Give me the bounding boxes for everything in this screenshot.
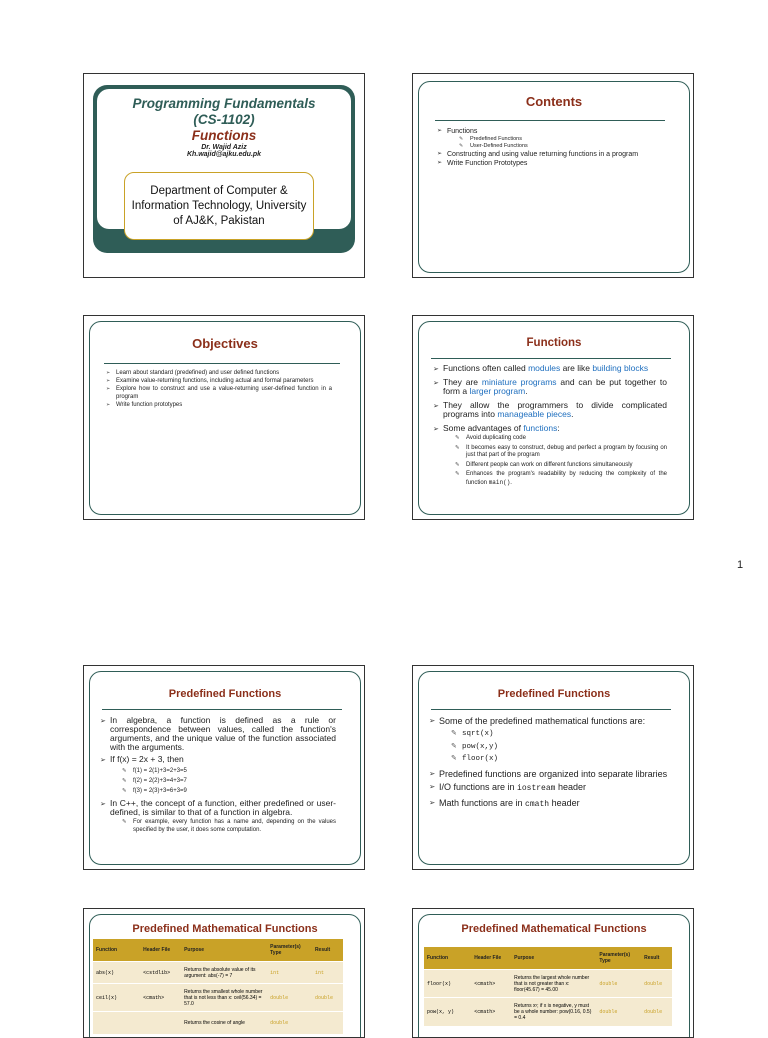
list-item bbox=[433, 401, 667, 420]
sub-list bbox=[110, 766, 336, 796]
text: are like bbox=[560, 363, 593, 373]
text: header bbox=[555, 781, 586, 792]
list-item bbox=[100, 799, 336, 834]
author-name: Dr. Wajid Aziz bbox=[201, 144, 247, 151]
text: : bbox=[557, 422, 560, 433]
table-cell: <cmath> bbox=[140, 984, 181, 1012]
list-item bbox=[429, 716, 673, 766]
table-cell: int bbox=[267, 962, 312, 984]
sub-list bbox=[110, 819, 336, 834]
sub-item: ✎ f(2) = 2(2)+3=4+3=7 bbox=[122, 776, 336, 786]
text: I/O functions are in bbox=[439, 781, 518, 792]
table-cell: ceil(x) bbox=[93, 984, 140, 1012]
slide-title: Predefined Functions bbox=[497, 688, 611, 700]
table-cell bbox=[140, 1012, 181, 1034]
author-email: Kh.wajid@ajku.edu.pk bbox=[186, 151, 262, 158]
table-cell bbox=[312, 1012, 343, 1034]
table-cell: Returns the largest whole number that is not greater than x: floor(45.67) = 45.00 bbox=[511, 970, 596, 998]
list-item: ➢ Explore how to construct and use a value-returning user-defined function in a program bbox=[106, 385, 332, 401]
highlight: functions bbox=[523, 422, 558, 433]
list-item: ➢ Examine value-returning functions, including actual and formal parameters bbox=[106, 377, 332, 385]
sub-item: ✎ Different people can work on different functions simultaneously bbox=[455, 462, 667, 470]
slide-title: Predefined Mathematical Functions bbox=[461, 923, 647, 935]
predefined-list bbox=[100, 716, 336, 834]
table-cell: double bbox=[596, 998, 641, 1026]
list-item: ➢ Write Function Prototypes bbox=[437, 159, 661, 168]
functions-list bbox=[433, 364, 667, 487]
course-title bbox=[97, 96, 351, 128]
list-item bbox=[433, 424, 667, 488]
table-cell: pow(x, y) bbox=[424, 998, 471, 1026]
table-cell: double bbox=[641, 970, 672, 998]
list-item: ➢ Predefined functions are organized into separate libraries bbox=[429, 769, 673, 779]
table-cell: int bbox=[312, 962, 343, 984]
sub-item: ✎ pow(x,y) bbox=[451, 741, 673, 754]
table-cell: double bbox=[312, 984, 343, 1012]
department-box bbox=[124, 172, 314, 240]
slide-title: Predefined Mathematical Functions bbox=[132, 923, 318, 935]
code: main() bbox=[488, 478, 511, 486]
predefined-list bbox=[429, 716, 673, 810]
list-item bbox=[437, 127, 661, 150]
table-cell: floor(x) bbox=[424, 970, 471, 998]
sub-list bbox=[443, 435, 667, 487]
column-header: Header File bbox=[140, 939, 181, 962]
text: Math functions are in bbox=[439, 797, 526, 808]
sub-list bbox=[439, 728, 673, 766]
title-rule bbox=[431, 358, 671, 359]
slide-functions bbox=[412, 315, 694, 520]
text: and can be put together to form a bbox=[443, 376, 668, 396]
page-number: 1 bbox=[737, 559, 744, 571]
sub-item bbox=[455, 471, 667, 487]
table-cell: <cstdlib> bbox=[140, 962, 181, 984]
slide-title: Functions bbox=[526, 337, 582, 349]
table-cell: <cmath> bbox=[471, 970, 511, 998]
slide-math-functions-2 bbox=[412, 908, 694, 1038]
text: . bbox=[510, 479, 512, 486]
sub-item: ✎ sqrt(x) bbox=[451, 728, 673, 741]
sub-item: ✎ For example, every function has a name and, depending on the values specified by the user, it does some computation. bbox=[122, 819, 336, 834]
item-text: Functions bbox=[447, 128, 478, 135]
highlight: miniature programs bbox=[481, 376, 557, 387]
table-cell: double bbox=[641, 998, 672, 1026]
slide-frame bbox=[418, 81, 690, 273]
highlight: manageable pieces bbox=[497, 409, 572, 419]
text: . bbox=[525, 386, 528, 396]
text: . bbox=[571, 409, 574, 419]
highlight: building blocks bbox=[592, 363, 649, 373]
list-item: ➢ Learn about standard (predefined) and user defined functions bbox=[106, 369, 332, 377]
math-functions-table bbox=[93, 939, 343, 1034]
table-cell: Returns the cosine of angle bbox=[181, 1012, 267, 1034]
list-item bbox=[429, 798, 673, 810]
text: Enhances the program's readability by reducing the complexity of the function bbox=[466, 471, 667, 486]
column-header: Purpose bbox=[511, 947, 596, 970]
list-item bbox=[433, 364, 667, 374]
code: iostream bbox=[517, 783, 556, 793]
slide-title: Objectives bbox=[192, 336, 258, 351]
table-cell: Returns xʸ; if x is negative, y must be a whole number: pow(0.16, 0.5) = 0.4 bbox=[511, 998, 596, 1026]
sub-item: ✎ f(3) = 2(3)+3=6+3=9 bbox=[122, 786, 336, 796]
table-header-row bbox=[424, 947, 672, 970]
list-item bbox=[433, 378, 667, 397]
slide-predefined-2 bbox=[412, 665, 694, 870]
slide-objectives bbox=[83, 315, 365, 520]
sub-item: ✎ User-Defined Functions bbox=[459, 143, 661, 150]
sub-list bbox=[447, 136, 661, 150]
table-cell: Returns the smallest whole number that is not less than x: ceil(56.34) = 57.0 bbox=[181, 984, 267, 1012]
table-row bbox=[93, 1012, 343, 1034]
course-title-line1: Programming Fundamentals bbox=[132, 96, 316, 111]
sub-item: ✎ Predefined Functions bbox=[459, 136, 661, 143]
table-row bbox=[424, 998, 672, 1026]
text: Some of the predefined mathematical functions are: bbox=[439, 716, 646, 726]
list-item: ➢ Write function prototypes bbox=[106, 401, 332, 409]
contents-list bbox=[437, 127, 661, 168]
slide-title bbox=[83, 73, 365, 278]
table-cell: double bbox=[596, 970, 641, 998]
text: header bbox=[549, 797, 580, 808]
table-row bbox=[93, 962, 343, 984]
code: cmath bbox=[525, 799, 550, 809]
table-cell: <cmath> bbox=[471, 998, 511, 1026]
title-rule bbox=[435, 120, 665, 121]
column-header: Purpose bbox=[181, 939, 267, 962]
column-header: Header File bbox=[471, 947, 511, 970]
text: Functions often called bbox=[443, 363, 529, 373]
table-cell: Returns the absolute value of its argument: abs(-7) = 7 bbox=[181, 962, 267, 984]
column-header: Parameter(s) Type bbox=[267, 939, 312, 962]
slide-predefined-1 bbox=[83, 665, 365, 870]
title-rule bbox=[102, 709, 342, 710]
department-text: Department of Computer & Information Technology, University of AJ&K, Pakistan bbox=[131, 184, 307, 227]
math-functions-table bbox=[424, 947, 672, 1026]
list-item: ➢ In algebra, a function is defined as a rule or correspondence between values, called the function's arguments, and the unique value of the function associated with the arguments. bbox=[100, 716, 336, 752]
text: In C++, the concept of a function, either predefined or user-defined, is similar to that of a function in algebra. bbox=[110, 798, 336, 817]
column-header: Function bbox=[424, 947, 471, 970]
table-cell: double bbox=[267, 1012, 312, 1034]
text: Some advantages of bbox=[443, 422, 524, 433]
list-item: ➢ Constructing and using value returning functions in a program bbox=[437, 150, 661, 159]
column-header: Result bbox=[641, 947, 672, 970]
text: They are bbox=[443, 376, 482, 387]
objectives-list bbox=[106, 369, 332, 409]
title-rule bbox=[431, 709, 671, 710]
highlight: modules bbox=[528, 363, 561, 373]
lecture-subtitle: Functions bbox=[191, 128, 257, 143]
column-header: Function bbox=[93, 939, 140, 962]
table-row bbox=[93, 984, 343, 1012]
sub-item: ✎ f(1) = 2(1)+3=2+3=5 bbox=[122, 766, 336, 776]
text: They allow the programmers to divide complicated programs into bbox=[443, 399, 667, 419]
table-cell bbox=[93, 1012, 140, 1034]
column-header: Parameter(s) Type bbox=[596, 947, 641, 970]
sub-item: ✎ floor(x) bbox=[451, 753, 673, 766]
table-header-row bbox=[93, 939, 343, 962]
sub-item: ✎ It becomes easy to construct, debug and perfect a program by focusing on just that part of the program bbox=[455, 445, 667, 460]
sub-item: ✎ Avoid duplicating code bbox=[455, 435, 667, 443]
title-rule bbox=[104, 363, 340, 364]
list-item bbox=[429, 782, 673, 794]
slide-title: Contents bbox=[525, 94, 583, 109]
text: If f(x) = 2x + 3, then bbox=[110, 754, 184, 764]
column-header: Result bbox=[312, 939, 343, 962]
table-cell: double bbox=[267, 984, 312, 1012]
slide-title: Predefined Functions bbox=[168, 688, 282, 700]
slide-contents bbox=[412, 73, 694, 278]
highlight: larger program bbox=[469, 386, 526, 396]
table-row bbox=[424, 970, 672, 998]
table-cell: abs(x) bbox=[93, 962, 140, 984]
list-item bbox=[100, 755, 336, 796]
slide-math-functions-1 bbox=[83, 908, 365, 1038]
course-code: (CS-1102) bbox=[193, 112, 255, 127]
